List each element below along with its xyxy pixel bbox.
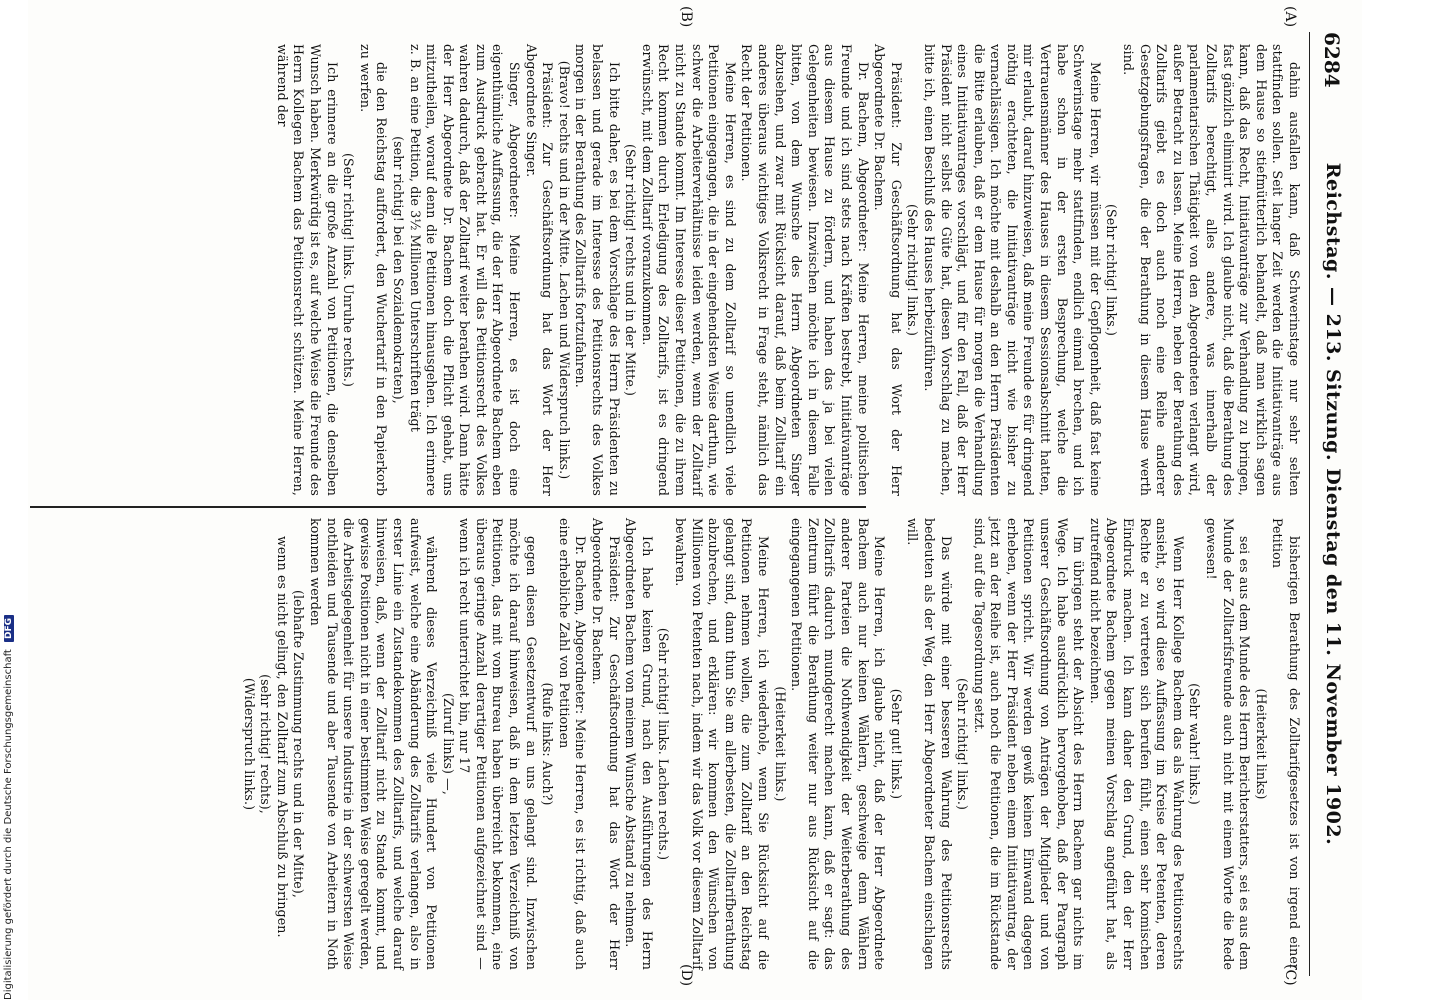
paragraph: während dieses Verzeichniß viele Hundert von Petitionen aufweist, welche eine Abänderung des Zolltarifs verlangen, also in erster Linie ein Zustandekommen des Zolltarifs, und welche darauf hinweisen, daß, wenn der Zolltarif nicht zu Stande kommt, und gewisse Positionen nicht in einer bestimmten Weise geregelt werden, die Arbeitsgelegenheit für unsere Industrie in der schwersten Weise nothleiden und Tausende und aber Tausende von Arbeitern in Noth kommen werden bbox=[307, 518, 440, 970]
footer-credit bbox=[3, 615, 14, 1000]
paragraph: Ich bitte daher, es bei dem Vorschlage des Herrn Präsidenten zu belassen und gerade im Interesse des Petitionsrechts des Volkes morgen in der Berathung des Zolltarifs fortzufahren. bbox=[573, 44, 622, 496]
left-column bbox=[273, 44, 1302, 496]
paragraph: (lebhafte Zustimmung rechts und in der Mitte), bbox=[291, 590, 307, 898]
footer-text: Digitalisierung gefördert durch die Deutsche Forschungsgemeinschaft bbox=[3, 649, 14, 1000]
paragraph: (Sehr richtig! rechts und in der Mitte.) bbox=[623, 143, 639, 397]
paragraph: bisherigen Berathung des Zolltarifgesetzes ist von irgend einer Petition bbox=[1270, 518, 1302, 970]
paragraph: Wenn Herr Kollege Bachem das als Wahrung des Petitionsrechts ansieht, so wird diese Auffassung im Kreise der Petenten, deren Rechte er zu vertreten sich berufen fühlt, einen sehr komischen Eindruck machen. Ich kann daher den Grund, den der Herr Abgeordnete Bachem gegen meinen Vorschlag angeführt hat, als zutreffend nicht bezeichnen. bbox=[1087, 518, 1186, 970]
paragraph: (Widerspruch links.) bbox=[241, 677, 257, 811]
paragraph: (Rufe links: Auch?) bbox=[540, 682, 556, 806]
paragraph: Meine Herren, wir müssen mit der Gepflogenheit, daß fast keine Schwerinstage mehr stattfinden, endlich einmal brechen, und ich habe schon in der ersten Besprechung, welche die Vertrauensmänner des Hauses in diesem Sessionsabschnitt hatten, mir erlaubt, darauf hinzuweisen, daß meine Freunde es für dringend nöthig erachteten, die Initiativanträge nicht wie bisher zu vernachlässigen. Ich möchte mit deshalb an den Herrn Präsidenten die Bitte erlauben, daß er dem Hause für morgen die Verhandlung eines Initiativantrages vorschlägt, und für den Fall, daß der Herr Präsident nicht selbst die Güte hat, diesen Vorschlag zu machen, bitte ich, einen Beschluß des Hauses herbeizuführen. bbox=[921, 44, 1103, 496]
paragraph: Im übrigen steht der Absicht des Herrn Bachem gar nichts im Wege. Ich habe ausdrücklich hervorgehoben, daß der Paragraph unserer Geschäftsordnung von Anträgen der Mitglieder und von Petitionen spricht. Wir werden gewiß keinen Einwand dagegen erheben, wenn der Herr Präsident neben einem Initiativantrag, der jetzt an der Reihe ist, auch noch die Petitionen, die im Rückstande sind, auf die Tagesordnung setzt. bbox=[971, 518, 1087, 970]
paragraph: Ich erinnere an die große Anzahl von Petitionen, die denselben Wunsch haben. Merkwürdig ist es, auf welche Weise die Freunde des Herrn Kollegen Bachem das Petitionsrecht schützen. Meine Herren, während der bbox=[274, 44, 340, 496]
paragraph: (Zuruf links) —, bbox=[440, 693, 456, 795]
page-number: 6284 bbox=[1320, 32, 1344, 88]
paragraph: (Sehr richtig! links. Unruhe rechts.) bbox=[341, 152, 357, 388]
page-title: Reichstag. — 213. Sitzung. Dienstag den 11. November 1902. bbox=[1322, 162, 1344, 846]
paragraph: Meine Herren, es sind zu dem Zolltarif so unendlich viele Petitionen eingegangen, die in der eingehendsten Weise darthun, wie schwer die Arbeiterverhältnisse leiden werden, wenn der Zolltarif nicht zu Stande kommt. Im Interesse dieser Petitionen, die zu ihrem Recht kommen durch Erledigung des Zolltarifs, ist es dringend erwünscht, mit dem Zolltarif voranzukommen. bbox=[639, 44, 738, 496]
paragraph: (Sehr richtig! links.) bbox=[1104, 204, 1120, 336]
paragraph: Meine Herren, ich glaube nicht, daß der Herr Abgeordnete Bachem auch nur keinen Wählern, geschweige denn Wählern anderer Parteien die Nothwendigkeit der Weiterberathung des Zolltarifs dadurch mundgerecht machen kann, daß er sagt: das Zentrum führt die Berathung weiter nur aus Rücksicht auf die eingegangenen Petitionen. bbox=[789, 518, 888, 970]
paragraph: (Heiterkeit links.) bbox=[772, 686, 788, 802]
paragraph: (Heiterkeit links) bbox=[1253, 688, 1269, 800]
margin-marker-b: (B) bbox=[678, 6, 694, 28]
paragraph: (Sehr richtig! links.) bbox=[905, 204, 921, 336]
paragraph: (sehr richtig! bei den Sozialdemokraten), bbox=[390, 136, 406, 404]
paragraph: (Sehr richtig! links. Lachen rechts.) bbox=[656, 627, 672, 861]
paragraph: wenn es nicht gelingt, den Zolltarif zum Abschluß zu bringen. bbox=[274, 536, 290, 938]
paragraph: Meine Herren, ich wiederhole, wenn Sie Rücksicht auf die Petitionen nehmen wollen, die zum Zolltarif an den Reichstag gelangt sind, dann thun Sie am allerbesten, die Zolltarifberathung abzubrechen, und erklären: wir kommen den Wünschen von Millionen von Petenten nach, indem wir das Volk vor diesem Zolltarif bewahren. bbox=[673, 518, 771, 970]
paragraph: (Sehr wahr! links.) bbox=[1187, 683, 1203, 805]
margin-marker-d: (D) bbox=[678, 964, 694, 987]
paragraph: (Bravo! rechts und in der Mitte. Lachen und Widerspruch links.) bbox=[556, 60, 572, 480]
paragraph: (Sehr gut! links.) bbox=[888, 688, 904, 800]
paragraph: Präsident: Zur Geschäftsordnung hat das Wort der Herr Abgeordnete Dr. Bachem. bbox=[590, 518, 622, 970]
paragraph: (Sehr richtig! links.) bbox=[955, 678, 971, 810]
column-divider bbox=[30, 506, 866, 508]
paragraph: gegen diesen Gesetzentwurf an uns gelangt sind. Inzwischen möchte ich darauf hinweisen, daß in dem letzten Verzeichniß von Petitionen, das mit vom Bureau haben überreicht bekommen, eine überaus geringe Anzahl derartiger Petitionen aufgezeichnet sind — wenn ich recht unterrichtet bin, nur 17 bbox=[457, 518, 539, 970]
paragraph: Singer, Abgeordneter: Meine Herren, es ist doch eine eigenthümliche Auffassung, die der Herr Abgeordnete Bachem eben zum Ausdruck gebracht hat. Er will das Petitionsrecht des Volkes wahren dadurch, daß der Zolltarif weiter berathen wird. Dann hätte der Herr Abgeordnete Dr. Bachem doch die Pflicht gehabt, uns mitzutheilen, worauf denn die Petitionen hinausgehen. Ich erinnere z. B. an eine Petition, die 3½ Millionen Unterschriften trägt bbox=[407, 44, 523, 496]
paragraph: Präsident: Zur Geschäftsordnung hat das Wort der Herr Abgeordnete Singer. bbox=[523, 44, 556, 496]
margin-marker-a: (A) bbox=[1282, 6, 1298, 28]
paragraph: (sehr richtig! rechts), bbox=[258, 674, 274, 814]
document-page bbox=[28, 0, 1362, 1000]
dfg-logo: DFG bbox=[4, 615, 14, 642]
paragraph: Dr. Bachem, Abgeordneter: Meine Herren, meine politischen Freunde und ich sind stets nach Kräften bestrebt, Initiativanträge aus diesem Hause zu fördern, und haben das ja bei vielen Gelegenheiten bewiesen. Inzwischen möchte ich in diesem Falle bitten, von dem Wunsche des Herrn Abgeordneten Singer abzusehen, und zwar mit Rücksicht darauf, daß beim Zolltarif ein anderes überaus wichtiges Volksrecht in Frage steht, nämlich das Recht der Petitionen. bbox=[739, 44, 871, 496]
right-column bbox=[240, 518, 1302, 970]
paragraph: Das würde mit einer besseren Wahrung des Petitionsrechts bedeuten als der Weg, den Herr Abgeordneter Bachem einschlagen will. bbox=[905, 518, 954, 970]
paragraph: Dr. Bachem, Abgeordneter: Meine Herren, es ist richtig, daß auch eine erhebliche Zahl von Petitionen bbox=[556, 518, 589, 970]
page-header bbox=[1309, 32, 1354, 976]
paragraph: Ich habe keinen Grund, nach den Ausführungen des Herrn Abgeordneten Bachem von meinem Wunsche Abstand zu nehmen. bbox=[623, 518, 655, 970]
paragraph: sei es aus dem Munde des Herrn Berichterstatters, sei es aus dem Munde der Zolltarifsfreunde auch nicht mit einem Worte die Rede gewesen! bbox=[1204, 518, 1253, 970]
margin-marker-c: (C) bbox=[1282, 964, 1298, 986]
paragraph: dahin ausfallen kann, daß Schwerinstage nur sehr selten stattfinden sollen. Seit langer Zeit werden die Initiativanträge aus dem Hause so stiefmütterlich behandelt, daß man wirklich sagen kann, daß das Recht, Initiativanträge zur Verhandlung zu bringen, fast gänzlich eliminirt wird. Ich glaube nicht, daß die Berathung des Zolltarifs berechtigt, alles andere, was innerhalb der parlamentarischen Thätigkeit von den Abgeordneten verlangt wird, außer Betracht zu lassen. Meine Herren, neben der Berathung des Zolltarifs giebt es doch auch noch eine Reihe anderer Gesetzgebungsfragen, die der Berathung in diesem Hause werth sind. bbox=[1121, 44, 1302, 496]
paragraph: die den Reichstag auffordert, den Wuchertarif in den Papierkorb zu werfen. bbox=[357, 44, 390, 496]
paragraph: Präsident: Zur Geschäftsordnung hat das Wort der Herr Abgeordnete Dr. Bachem. bbox=[872, 44, 904, 496]
